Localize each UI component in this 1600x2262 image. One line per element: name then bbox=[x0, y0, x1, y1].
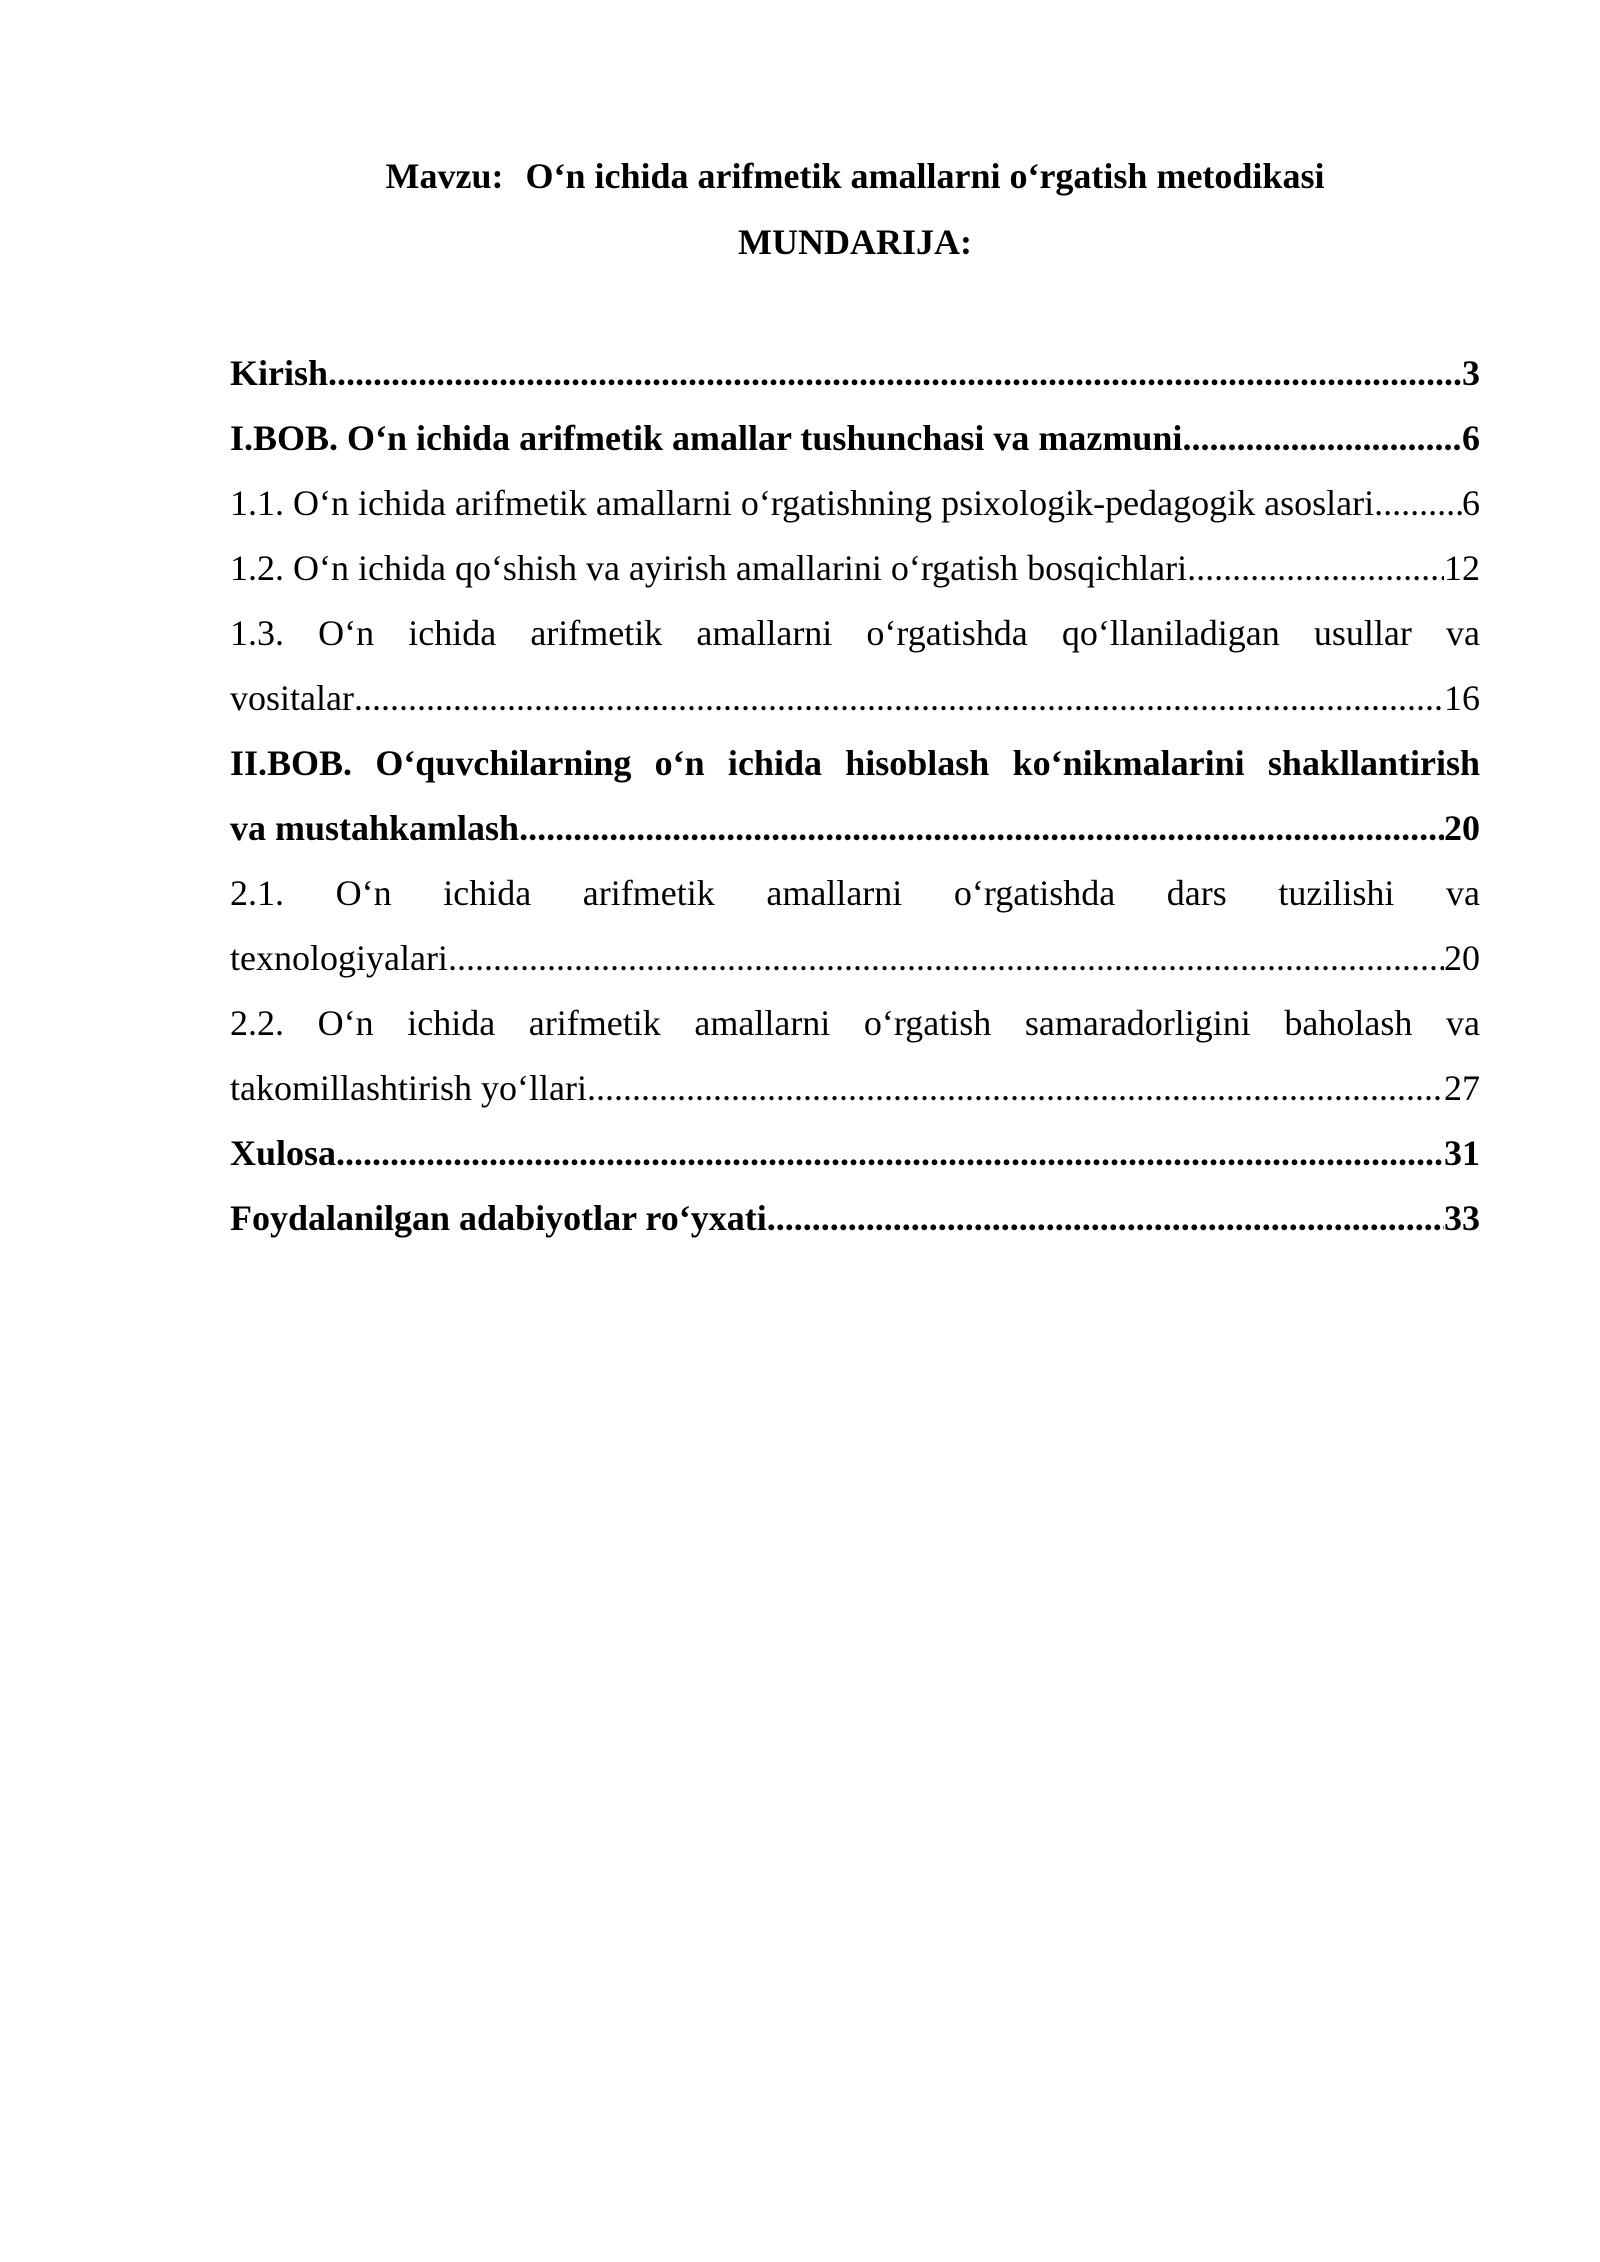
toc-entry-page: 20 bbox=[1444, 938, 1480, 978]
dot-leader bbox=[354, 666, 1444, 731]
dot-leader bbox=[1187, 536, 1444, 601]
toc-entry-page: 6 bbox=[1462, 418, 1480, 458]
toc-entry-title: Kirish bbox=[230, 353, 329, 393]
table-of-contents bbox=[230, 341, 1480, 1251]
toc-entry-title: texnologiyalari bbox=[230, 938, 448, 978]
toc-entry-section-2-2-line-2 bbox=[230, 1056, 1480, 1121]
toc-entry-section-2-1-line-1: 2.1. O‘n ichida arifmetik amallarni o‘rgatishda dars tuzilishi va bbox=[230, 873, 1480, 913]
toc-entry-page: 31 bbox=[1444, 1133, 1480, 1173]
dot-leader bbox=[328, 341, 1462, 406]
topic-line bbox=[230, 150, 1480, 202]
toc-entry-page: 12 bbox=[1444, 548, 1480, 588]
toc-entry-page: 6 bbox=[1462, 483, 1480, 523]
toc-entry-page: 20 bbox=[1444, 808, 1480, 848]
contents-heading: MUNDARIJA: bbox=[738, 222, 972, 262]
toc-entry-title: takomillashtirish yo‘llari bbox=[230, 1068, 587, 1108]
dot-leader bbox=[448, 926, 1444, 991]
toc-entry-section-1-2 bbox=[230, 536, 1480, 601]
toc-entry-chapter-1 bbox=[230, 406, 1480, 471]
toc-entry-chapter-2-line-1: II.BOB. O‘quvchilarning o‘n ichida hisoblash ko‘nikmalarini shakllantirish bbox=[230, 743, 1480, 783]
toc-entry-chapter-2-line-2 bbox=[230, 796, 1480, 861]
dot-leader bbox=[519, 796, 1444, 861]
toc-entry-section-1-3-line-1: 1.3. O‘n ichida arifmetik amallarni o‘rgatishda qo‘llaniladigan usullar va bbox=[230, 613, 1480, 653]
toc-entry-references bbox=[230, 1186, 1480, 1251]
toc-entry-title: va mustahkamlash bbox=[230, 808, 520, 848]
toc-entry-title: 1.2. O‘n ichida qo‘shish va ayirish amallarini o‘rgatish bosqichlari bbox=[230, 548, 1188, 588]
dot-leader bbox=[1182, 406, 1462, 471]
dot-leader bbox=[767, 1186, 1444, 1251]
toc-entry-page: 27 bbox=[1444, 1068, 1480, 1108]
toc-entry-section-2-2-line-1: 2.2. O‘n ichida arifmetik amallarni o‘rgatish samaradorligini baholash va bbox=[230, 1003, 1480, 1043]
toc-entry-title: Xulosa bbox=[230, 1133, 337, 1173]
topic-title: O‘n ichida arifmetik amallarni o‘rgatish metodikasi bbox=[525, 156, 1325, 196]
toc-entry-kirish bbox=[230, 341, 1480, 406]
toc-entry-section-1-1 bbox=[230, 471, 1480, 536]
toc-entry-xulosa bbox=[230, 1121, 1480, 1186]
toc-entry-section-1-3-line-2 bbox=[230, 666, 1480, 731]
topic-label: Mavzu: bbox=[385, 156, 504, 196]
toc-entry-page: 16 bbox=[1444, 678, 1480, 718]
dot-leader bbox=[1374, 471, 1462, 536]
toc-entry-section-2-1-line-2 bbox=[230, 926, 1480, 991]
dot-leader bbox=[336, 1121, 1444, 1186]
toc-entry-title: vositalar bbox=[230, 678, 354, 718]
toc-entry-title: Foydalanilgan adabiyotlar ro‘yxati bbox=[230, 1198, 767, 1238]
dot-leader bbox=[587, 1056, 1444, 1121]
toc-entry-page: 33 bbox=[1444, 1198, 1480, 1238]
toc-entry-title: I.BOB. O‘n ichida arifmetik amallar tushunchasi va mazmuni bbox=[230, 418, 1183, 458]
toc-entry-title: 1.1. O‘n ichida arifmetik amallarni o‘rgatishning psixologik-pedagogik asoslari bbox=[230, 483, 1375, 523]
toc-entry-page: 3 bbox=[1462, 353, 1480, 393]
